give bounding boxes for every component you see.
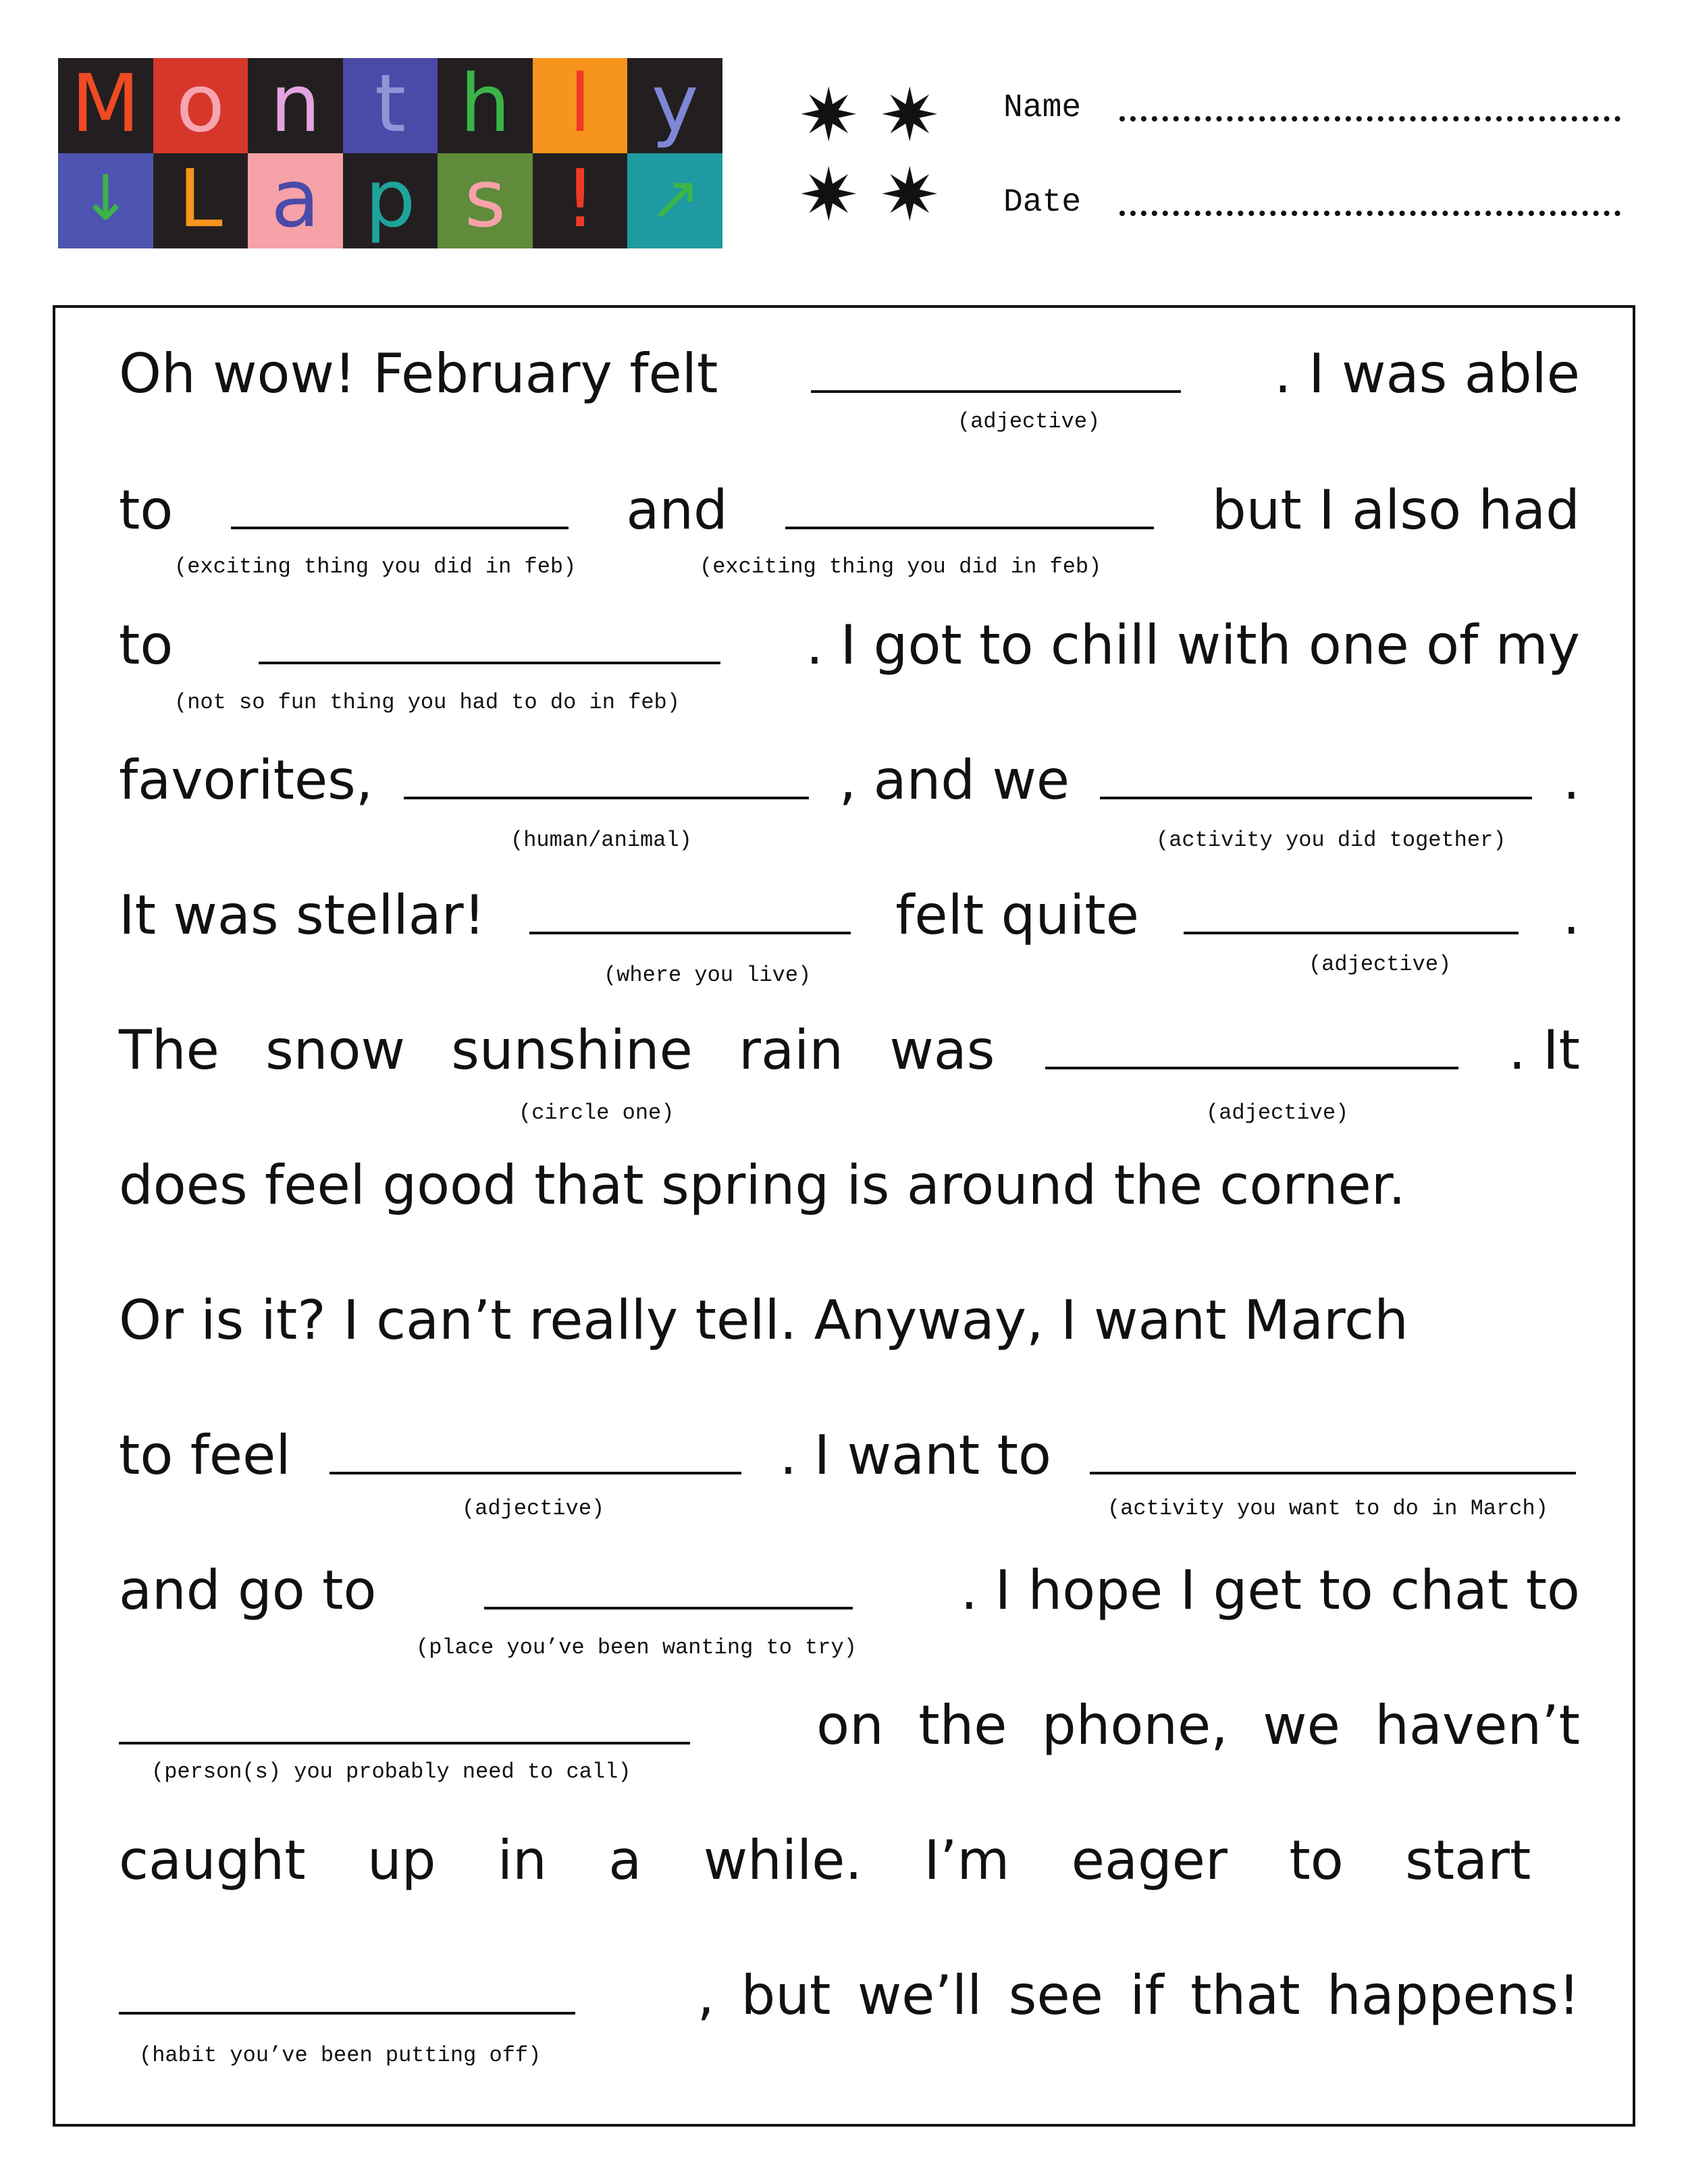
- blank-adjective[interactable]: [1184, 932, 1519, 934]
- blank-not-fun-thing[interactable]: [259, 662, 720, 664]
- date-field[interactable]: [1119, 211, 1620, 216]
- logo-tile: M: [58, 58, 153, 153]
- hint-label: (activity you did together): [1156, 828, 1506, 853]
- star-icon: ✷: [798, 153, 860, 238]
- story-line: [119, 884, 1580, 947]
- logo-tile: h: [438, 58, 533, 153]
- logo-tile: y: [627, 58, 722, 153]
- star-icon: ✷: [879, 74, 941, 158]
- weather-option-snow[interactable]: snow: [265, 1019, 405, 1082]
- logo-tile: L: [153, 153, 248, 248]
- hint-label: (not so fun thing you had to do in feb): [174, 690, 680, 715]
- hint-label: (activity you want to do in March): [1107, 1496, 1548, 1521]
- story-text: . I want to: [779, 1424, 1051, 1487]
- story-line: [119, 1559, 1580, 1622]
- hint-label: (circle one): [519, 1100, 675, 1125]
- date-label: Date: [1003, 184, 1082, 221]
- story-line: [119, 479, 1580, 541]
- story-text: It was stellar!: [119, 884, 485, 947]
- story-text: does feel good that spring is around the corner.: [119, 1154, 1406, 1217]
- name-label: Name: [1003, 90, 1082, 126]
- story-text: . It: [1508, 1019, 1580, 1082]
- star-icon: ✷: [798, 74, 860, 158]
- story-text: , but we’ll see if that happens!: [697, 1964, 1580, 2027]
- blank-adjective[interactable]: [1045, 1067, 1458, 1069]
- blank-exciting-thing[interactable]: [785, 527, 1154, 529]
- story-text: . I was able: [1274, 342, 1580, 405]
- hint-label: (exciting thing you did in feb): [700, 554, 1102, 579]
- story-text: Oh wow! February felt: [119, 342, 718, 405]
- blank-exciting-thing[interactable]: [231, 527, 569, 529]
- story-line: [119, 614, 1580, 676]
- logo-tile: o: [153, 58, 248, 153]
- name-field[interactable]: [1119, 116, 1620, 122]
- story-line: [119, 1289, 1580, 1352]
- story-text: , and we: [839, 749, 1070, 811]
- logo-tile: t: [343, 58, 438, 153]
- blank-adjective[interactable]: [329, 1472, 741, 1474]
- hint-label: (adjective): [462, 1496, 605, 1521]
- story-text: to: [119, 479, 174, 541]
- hint-label: (adjective): [1309, 952, 1452, 977]
- story-text: . I got to chill with one of my: [806, 614, 1580, 676]
- down-arrow-icon: ↓: [58, 153, 153, 248]
- story-line: [119, 1829, 1580, 1892]
- story-text: and go to: [119, 1559, 377, 1622]
- logo-tile: p: [343, 153, 438, 248]
- blank-adjective[interactable]: [811, 390, 1181, 393]
- story-text: Or is it? I can’t really tell. Anyway, I want March: [119, 1289, 1408, 1352]
- hint-label: (human/animal): [510, 828, 692, 853]
- blank-where-you-live[interactable]: [529, 932, 851, 934]
- story-text: .: [1562, 884, 1580, 947]
- logo-tile: a: [248, 153, 343, 248]
- story-text: on the phone, we haven’t: [816, 1694, 1580, 1757]
- blank-human-animal[interactable]: [404, 797, 809, 799]
- story-text: but I also had: [1211, 479, 1580, 541]
- blank-person[interactable]: [119, 1742, 690, 1744]
- hint-label: (adjective): [1206, 1100, 1349, 1125]
- story-text: caught up in a while. I’m eager to start: [119, 1829, 1531, 1892]
- hint-label: (habit you’ve been putting off): [139, 2043, 542, 2068]
- blank-activity-together[interactable]: [1100, 797, 1532, 799]
- story-line: [119, 749, 1580, 811]
- story-text: felt quite: [895, 884, 1139, 947]
- blank-habit[interactable]: [119, 2012, 575, 2015]
- story-line: [119, 342, 1580, 405]
- logo-tile: !: [533, 153, 628, 248]
- blank-place[interactable]: [484, 1607, 853, 1609]
- up-right-arrow-icon: ↗: [627, 153, 722, 248]
- story-line: [119, 1154, 1580, 1217]
- blank-activity-march[interactable]: [1090, 1472, 1576, 1474]
- story-text: .: [1562, 749, 1580, 811]
- story-text: and: [626, 479, 728, 541]
- story-line: [119, 1694, 1580, 1757]
- logo-tile: l: [533, 58, 628, 153]
- star-icon: ✷: [879, 153, 941, 238]
- story-text: . I hope I get to chat to: [960, 1559, 1580, 1622]
- logo-tile: s: [438, 153, 533, 248]
- story-line: [119, 1964, 1580, 2027]
- story-text: The: [119, 1019, 219, 1082]
- story-text: to: [119, 614, 174, 676]
- weather-option-rain[interactable]: rain: [739, 1019, 844, 1082]
- monthly-laps-logo: [58, 58, 722, 248]
- hint-label: (exciting thing you did in feb): [174, 554, 577, 579]
- hint-label: (person(s) you probably need to call): [151, 1759, 631, 1784]
- story-line: [119, 1424, 1580, 1487]
- story-text: was: [889, 1019, 995, 1082]
- story-text: to feel: [119, 1424, 291, 1487]
- story-text: favorites,: [119, 749, 373, 811]
- story-line: [119, 1019, 1580, 1082]
- hint-label: (where you live): [604, 963, 812, 988]
- hint-label: (adjective): [957, 409, 1101, 434]
- weather-option-sunshine[interactable]: sunshine: [451, 1019, 693, 1082]
- logo-tile: n: [248, 58, 343, 153]
- hint-label: (place you’ve been wanting to try): [416, 1635, 857, 1660]
